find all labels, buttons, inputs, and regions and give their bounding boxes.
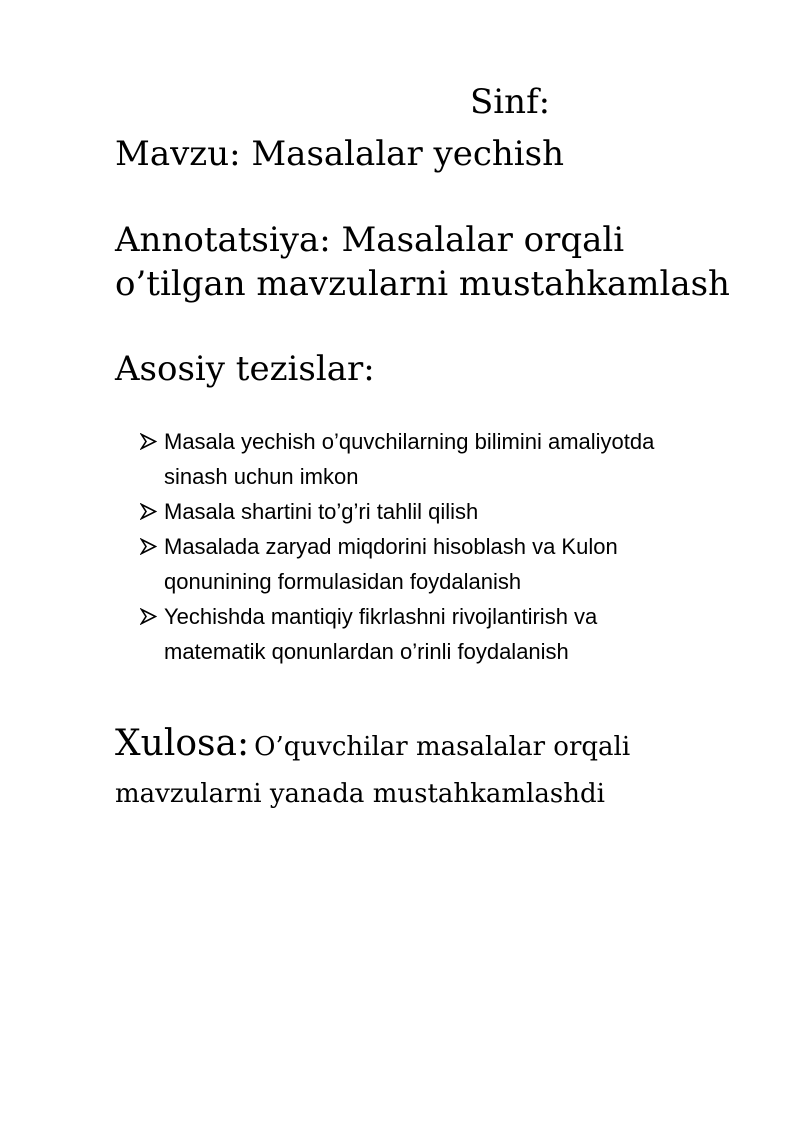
annotation-line-1: Annotatsiya: Masalalar orqali — [115, 220, 625, 260]
annotation-line-2: o’tilgan mavzularni mustahkamlash — [115, 264, 730, 304]
conclusion-text-line-2: mavzularni yanada mustahkamlashdi — [115, 779, 605, 809]
list-item — [140, 529, 760, 599]
conclusion-block — [115, 720, 775, 814]
thesis-3-line-1: Masalada zaryad miqdorini hisoblash va Kulon — [164, 534, 618, 559]
annotation-block — [115, 218, 785, 306]
thesis-2-line-1: Masala shartini to’g’ri tahlil qilish — [164, 499, 479, 524]
theses-list — [140, 424, 760, 669]
conclusion-text-line-1: O’quvchilar masalalar orqali — [254, 732, 631, 762]
arrowhead-bullet-icon — [140, 529, 162, 564]
thesis-4-line-1: Yechishda mantiqiy fikrlashni rivojlantirish va — [164, 604, 598, 629]
list-item — [140, 424, 760, 494]
arrowhead-bullet-icon — [140, 494, 162, 529]
conclusion-label: Xulosa: — [115, 723, 250, 764]
list-item — [140, 599, 760, 669]
arrowhead-bullet-icon — [140, 599, 162, 634]
theses-heading: Asosiy tezislar: — [115, 349, 375, 389]
conclusion-row-1 — [115, 720, 775, 774]
arrowhead-bullet-icon — [140, 424, 162, 459]
class-label: Sinf: — [470, 82, 551, 122]
thesis-1-line-2: sinash uchun imkon — [164, 464, 359, 489]
thesis-3-line-2: qonunining formulasidan foydalanish — [164, 569, 522, 594]
thesis-1-line-1: Masala yechish o’quvchilarning bilimini amaliyotda — [164, 429, 655, 454]
thesis-4-line-2: matematik qonunlardan o’rinli foydalanish — [164, 639, 569, 664]
topic-heading: Mavzu: Masalalar yechish — [115, 134, 565, 174]
list-item — [140, 494, 760, 529]
